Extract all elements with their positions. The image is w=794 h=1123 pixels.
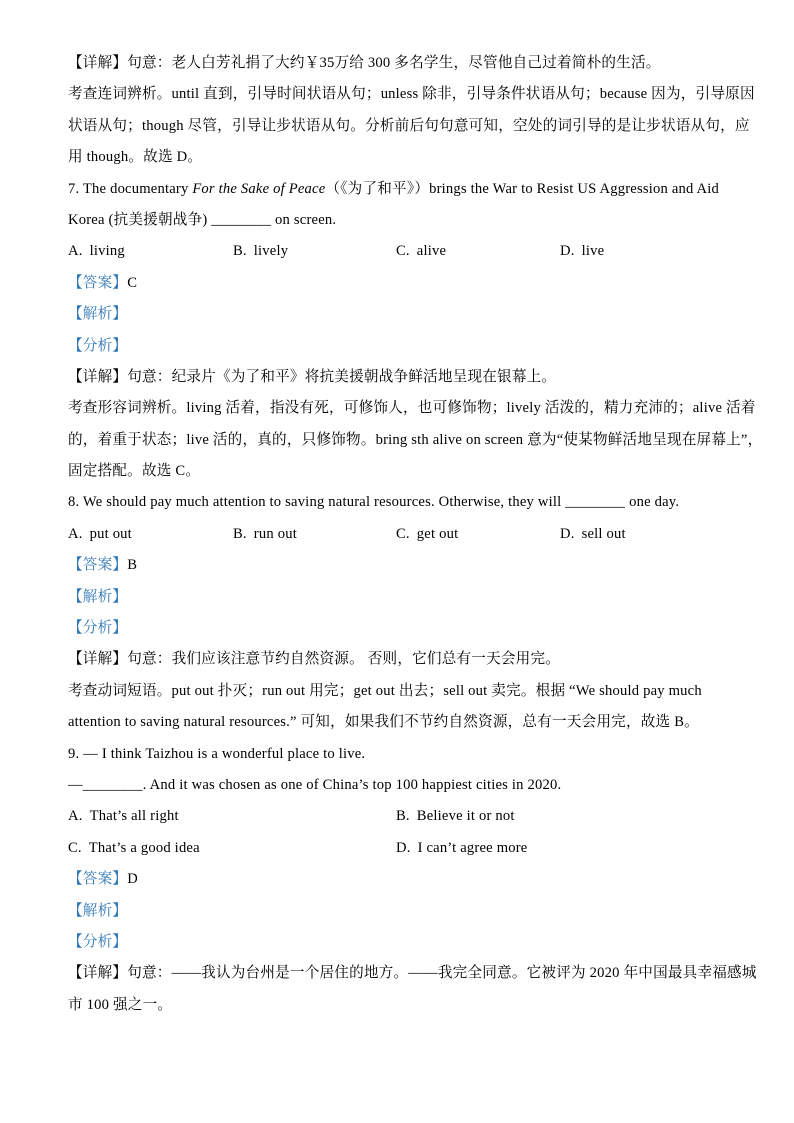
text-line (68, 268, 728, 299)
text-line (68, 770, 728, 801)
text-segment: 固定搭配。故选 C。 (68, 463, 201, 480)
option-text: run out (253, 525, 297, 542)
text-line (68, 487, 728, 518)
options-row (68, 833, 728, 864)
text-segment: 7. The documentary (68, 180, 193, 197)
text-line (68, 613, 728, 644)
option-text: living (89, 243, 125, 260)
bracket-label: 【解析】 (68, 306, 128, 323)
text-line (68, 205, 728, 236)
text-segment: 市 100 强之一。 (68, 996, 173, 1013)
text-segment: 状语从句；though 尽管，引导让步状语从句。分析前后句句意可知，空处的词引导的是让步状语从句，应 (68, 117, 750, 134)
text-segment: 句意：老人白芳礼捐了大约￥35万给 300 多名学生，尽管他自己过着简朴的生活。 (127, 55, 661, 71)
text-line (68, 111, 750, 142)
option-text: lively (253, 243, 289, 260)
text-segment: 句意：——我认为台州是一个居住的地方。——我完全同意。它被评为 2020 年中国最具幸福感城 (127, 965, 757, 982)
bracket-label: 【解析】 (68, 902, 128, 919)
option-text: That’s all right (89, 808, 179, 825)
text-segment: 句意：纪录片《为了和平》将抗美援朝战争鲜活地呈现在银幕上。 (127, 368, 557, 385)
text-segment: 考查动词短语。put out 扑灭；run out 用完；get out 出去；sell out 卖完。根据 “We should pay much (68, 682, 702, 699)
text-segment: 9. — I think Taizhou is a wonderful place to live. (68, 745, 366, 762)
option-text: alive (416, 243, 447, 260)
text-line (68, 676, 728, 707)
text-line (68, 707, 728, 738)
text-line (68, 456, 728, 487)
option-text: That’s a good idea (88, 839, 200, 856)
text-segment: 用 though。故选 D。 (68, 149, 203, 166)
option-key: A. (68, 525, 83, 542)
option-item (560, 236, 728, 267)
text-segment: attention to saving natural resources.” 可知，如果我们不节约自然资源，总有一天会用完，故选 B。 (68, 714, 699, 731)
text-segment: C (127, 274, 138, 291)
text-line (68, 174, 728, 205)
options-row (68, 801, 728, 832)
option-key: B. (233, 243, 247, 260)
option-key: A. (68, 808, 83, 825)
bracket-label: 【答案】 (68, 557, 128, 574)
option-key: C. (396, 525, 410, 542)
text-line (68, 958, 757, 989)
option-text: I can’t agree more (417, 839, 528, 856)
option-key: C. (68, 839, 82, 856)
option-key: A. (68, 243, 83, 260)
option-key: D. (396, 839, 411, 856)
option-text: live (581, 243, 605, 260)
option-text: Believe it or not (416, 808, 515, 825)
options-row (68, 236, 728, 267)
text-line (68, 331, 728, 362)
text-line (68, 550, 728, 581)
text-line (68, 299, 728, 330)
option-key: C. (396, 243, 410, 260)
options-row (68, 519, 728, 550)
bracket-label: 【分析】 (68, 933, 128, 950)
bracket-label: 【分析】 (68, 620, 128, 637)
option-item (396, 519, 560, 550)
text-line (68, 142, 728, 173)
italic-title-segment: For the Sake of Peace (192, 180, 326, 197)
text-line (68, 425, 763, 456)
text-line (68, 393, 756, 424)
option-item (560, 519, 728, 550)
option-item (68, 236, 233, 267)
text-segment: 8. We should pay much attention to saving natural resources. Otherwise, they will ________ one day. (68, 494, 680, 511)
option-item (68, 801, 396, 832)
text-segment: —________. And it was chosen as one of China’s top 100 happiest cities in 2020. (68, 776, 562, 793)
text-segment: 【详解】 (68, 965, 128, 982)
option-item (233, 519, 396, 550)
option-item (68, 833, 396, 864)
text-segment: 考查连词辨析。until 直到，引导时间状语从句；unless 除非，引导条件状语从句；because 因为，引导原因 (68, 86, 755, 103)
option-item (396, 833, 728, 864)
text-segment: （《为了和平》）brings the War to Resist US Aggression and Aid (325, 180, 720, 197)
bracket-label: 【分析】 (68, 337, 128, 354)
option-item (68, 519, 233, 550)
text-line (68, 896, 728, 927)
text-segment: Korea (抗美援朝战争) ________ on screen. (68, 211, 337, 228)
option-key: D. (560, 243, 575, 260)
option-text: get out (416, 525, 459, 542)
text-line (68, 362, 728, 393)
text-segment: 的，着重于状态；live 活的，真的，只修饰物。bring sth alive on screen 意为“使某物鲜活地呈现在屏幕上”， (68, 431, 763, 448)
option-key: B. (396, 808, 410, 825)
option-text: sell out (581, 525, 626, 542)
text-line (68, 739, 728, 770)
text-line (68, 644, 728, 675)
option-text: put out (89, 525, 132, 542)
text-line (68, 79, 755, 110)
text-line (68, 990, 728, 1021)
text-segment: 考查形容词辨析。living 活着，指没有死，可修饰人，也可修饰物；lively 活泼的，精力充沛的；alive 活着 (68, 400, 756, 417)
text-segment: D (127, 871, 138, 888)
bracket-label: 【答案】 (68, 871, 128, 888)
text-segment: B (127, 557, 138, 574)
text-line (68, 582, 728, 613)
text-line (68, 927, 728, 958)
bracket-label: 【答案】 (68, 274, 128, 291)
text-line (68, 48, 728, 79)
option-key: D. (560, 525, 575, 542)
text-segment: 【详解】 (68, 651, 128, 668)
text-line (68, 864, 728, 895)
text-segment: 【详解】 (68, 368, 128, 385)
text-segment: 句意：我们应该注意节约自然资源。 否则，它们总有一天会用完。 (127, 651, 561, 668)
option-item (396, 801, 728, 832)
option-item (396, 236, 560, 267)
text-segment: 【详解】 (68, 55, 128, 71)
option-item (233, 236, 396, 267)
bracket-label: 【解析】 (68, 588, 128, 605)
option-key: B. (233, 525, 247, 542)
